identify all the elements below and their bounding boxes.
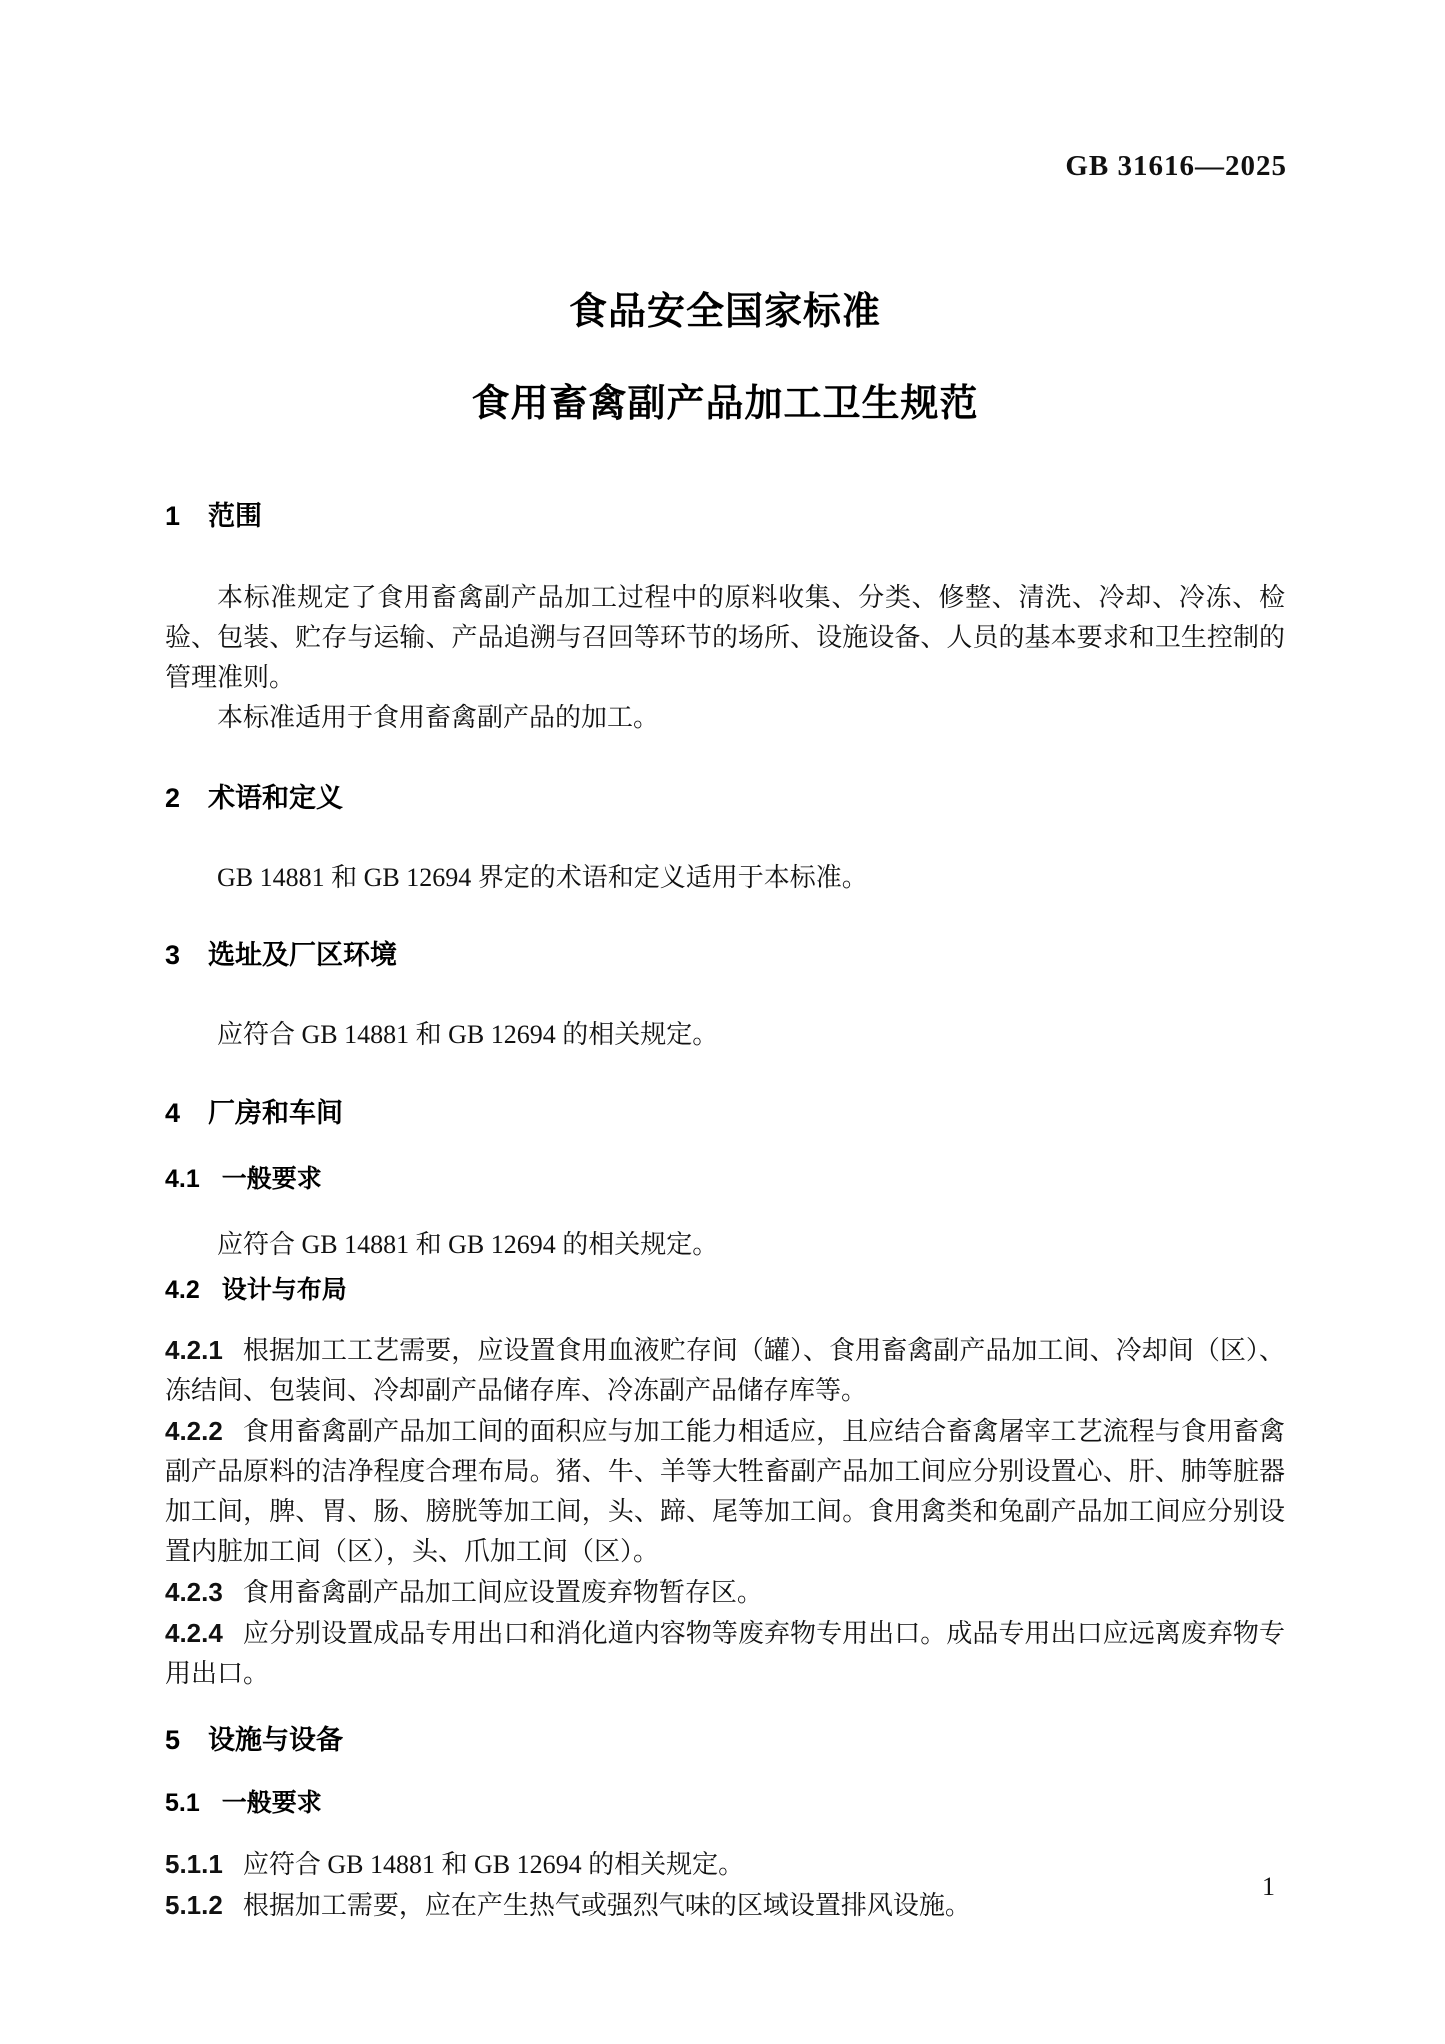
section-1-body bbox=[165, 578, 1285, 738]
clause-5-1-1-text: 应符合 GB 14881 和 GB 12694 的相关规定。 bbox=[242, 1850, 745, 1879]
section-4-2-label: 设计与布局 bbox=[221, 1276, 347, 1304]
section-1-paragraph-2: 本标准适用于食用畜禽副产品的加工。 bbox=[217, 703, 660, 732]
section-3-label: 选址及厂区环境 bbox=[208, 940, 398, 970]
section-4-1-heading bbox=[165, 1162, 1285, 1196]
section-4-2-number: 4.2 bbox=[165, 1276, 200, 1304]
clause-4-2-4-text: 应分别设置成品专用出口和消化道内容物等废弃物专用出口。成品专用出口应远离废弃物专用出口。 bbox=[165, 1619, 1285, 1688]
section-5-number: 5 bbox=[165, 1725, 181, 1755]
section-4-1-label: 一般要求 bbox=[221, 1165, 322, 1193]
clause-5-1-2 bbox=[165, 1885, 1285, 1926]
section-3-heading bbox=[165, 937, 1285, 973]
standard-code: GB 31616—2025 bbox=[1065, 150, 1287, 182]
clause-4-2-3-number: 4.2.3 bbox=[165, 1577, 223, 1607]
clause-5-1-1 bbox=[165, 1844, 1285, 1885]
document-content bbox=[165, 288, 1285, 1926]
section-4-2-heading bbox=[165, 1273, 1285, 1307]
clause-5-1-2-text: 根据加工需要，应在产生热气或强烈气味的区域设置排风设施。 bbox=[242, 1891, 971, 1920]
clause-4-2-2-number: 4.2.2 bbox=[165, 1416, 223, 1446]
section-1-number: 1 bbox=[165, 501, 181, 531]
clause-4-2-2 bbox=[165, 1411, 1285, 1572]
section-5-label: 设施与设备 bbox=[208, 1725, 344, 1755]
clause-4-2-4-number: 4.2.4 bbox=[165, 1618, 223, 1648]
clause-4-2-1-number: 4.2.1 bbox=[165, 1335, 223, 1365]
section-5-1-clauses bbox=[165, 1844, 1285, 1926]
section-3-number: 3 bbox=[165, 940, 181, 970]
section-4-number: 4 bbox=[165, 1098, 181, 1128]
clause-4-2-3 bbox=[165, 1572, 1285, 1613]
clause-5-1-1-number: 5.1.1 bbox=[165, 1849, 223, 1879]
section-5-1-number: 5.1 bbox=[165, 1789, 200, 1817]
section-2-number: 2 bbox=[165, 783, 181, 813]
section-2-paragraph-1: GB 14881 和 GB 12694 界定的术语和定义适用于本标准。 bbox=[217, 863, 868, 892]
section-4-2-clauses bbox=[165, 1330, 1285, 1694]
document-title-line1: 食品安全国家标准 bbox=[568, 291, 881, 333]
document-title-line2: 食用畜禽副产品加工卫生规范 bbox=[471, 383, 979, 425]
clause-4-2-3-text: 食用畜禽副产品加工间应设置废弃物暂存区。 bbox=[242, 1578, 763, 1607]
section-4-1-paragraph-1: 应符合 GB 14881 和 GB 12694 的相关规定。 bbox=[217, 1230, 719, 1259]
section-4-heading bbox=[165, 1095, 1285, 1131]
clause-4-2-2-text: 食用畜禽副产品加工间的面积应与加工能力相适应，且应结合畜禽屠宰工艺流程与食用畜禽副产品原料的洁净程度合理布局。猪、牛、羊等大牲畜副产品加工间应分别设置心、肝、肺等脏器加工间，脾、胃、肠、膀胱等加工间，头、蹄、尾等加工间。食用禽类和兔副产品加工间应分别设置内脏加工间（区），头、爪加工间（区）。 bbox=[165, 1417, 1285, 1566]
section-2-label: 术语和定义 bbox=[208, 783, 344, 813]
clause-4-2-1-text: 根据加工工艺需要，应设置食用血液贮存间（罐）、食用畜禽副产品加工间、冷却间（区）、冻结间、包装间、冷却副产品储存库、冷冻副产品储存库等。 bbox=[165, 1336, 1285, 1405]
page-number: 1 bbox=[1262, 1872, 1275, 1901]
clause-4-2-1 bbox=[165, 1330, 1285, 1411]
section-5-heading bbox=[165, 1722, 1285, 1758]
clause-5-1-2-number: 5.1.2 bbox=[165, 1890, 223, 1920]
section-1-paragraph-1: 本标准规定了食用畜禽副产品加工过程中的原料收集、分类、修整、清洗、冷却、冷冻、检验、包装、贮存与运输、产品追溯与召回等环节的场所、设施设备、人员的基本要求和卫生控制的管理准则。 bbox=[165, 583, 1285, 692]
section-1-heading bbox=[165, 498, 1285, 534]
clause-4-2-4 bbox=[165, 1613, 1285, 1694]
section-4-label: 厂房和车间 bbox=[208, 1098, 344, 1128]
section-2-heading bbox=[165, 780, 1285, 816]
section-5-1-label: 一般要求 bbox=[221, 1789, 322, 1817]
section-4-1-number: 4.1 bbox=[165, 1165, 200, 1193]
section-1-label: 范围 bbox=[208, 501, 263, 531]
section-5-1-heading bbox=[165, 1786, 1285, 1820]
section-3-paragraph-1: 应符合 GB 14881 和 GB 12694 的相关规定。 bbox=[217, 1020, 719, 1049]
